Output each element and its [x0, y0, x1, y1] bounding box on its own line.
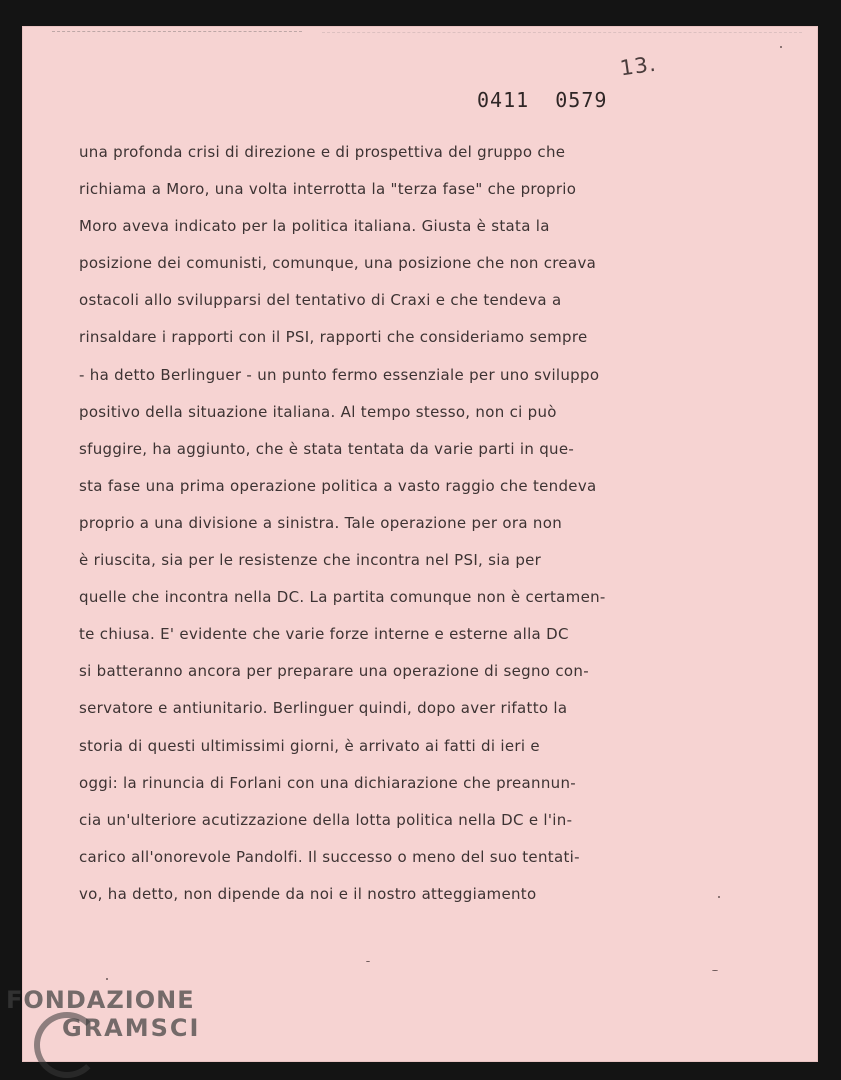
text-line: ostacoli allo svilupparsi del tentativo di Craxi e che tendeva a: [79, 291, 562, 310]
text-line: rinsaldare i rapporti con il PSI, rapporti che consideriamo sempre: [79, 328, 588, 347]
text-line: si batteranno ancora per preparare una operazione di segno con-: [79, 662, 589, 681]
body-text: [79, 134, 649, 913]
text-line: servatore e antiunitario. Berlinguer quindi, dopo aver rifatto la: [79, 699, 568, 718]
text-line: sfuggire, ha aggiunto, che è stata tentata da varie parti in que-: [79, 439, 575, 458]
document-page: [22, 26, 818, 1062]
paper-speck: [106, 978, 108, 980]
text-line: carico all'onorevole Pandolfi. Il successo o meno del suo tentati-: [79, 847, 580, 866]
watermark-line-1: FONDAZIONE: [6, 986, 195, 1014]
watermark-line-2: GRAMSCI: [62, 1014, 201, 1042]
text-line: storia di questi ultimissimi giorni, è arrivato ai fatti di ieri e: [79, 736, 540, 755]
text-line: cia un'ulteriore acutizzazione della lotta politica nella DC e l'in-: [79, 810, 573, 829]
text-line: una profonda crisi di direzione e di prospettiva del gruppo che: [79, 143, 566, 161]
paper-speck: [780, 46, 782, 48]
text-line: quelle che incontra nella DC. La partita comunque non è certamen-: [79, 588, 606, 607]
document-code: 0411 0579: [477, 88, 608, 112]
text-line: è riuscita, sia per le resistenze che incontra nel PSI, sia per: [79, 551, 542, 570]
paper-speck: [366, 961, 370, 962]
text-line: richiama a Moro, una volta interrotta la "terza fase" che proprio: [79, 180, 577, 199]
text-line: - ha detto Berlinguer - un punto fermo essenziale per uno sviluppo: [79, 365, 600, 384]
text-line: posizione dei comunisti, comunque, una posizione che non creava: [79, 254, 597, 273]
text-line: Moro aveva indicato per la politica italiana. Giusta è stata la: [79, 217, 550, 236]
paper-speck: [712, 970, 718, 971]
text-line: sta fase una prima operazione politica a vasto raggio che tendeva: [79, 476, 597, 495]
page-top-edge-mark-right: [322, 32, 802, 34]
page-top-edge-mark: [52, 31, 302, 34]
handwritten-page-number: 13.: [618, 51, 658, 81]
text-line: positivo della situazione italiana. Al tempo stesso, non ci può: [79, 402, 557, 421]
watermark: [6, 988, 200, 1040]
text-line: oggi: la rinuncia di Forlani con una dichiarazione che preannun-: [79, 773, 576, 792]
text-line: vo, ha detto, non dipende da noi e il nostro atteggiamento: [79, 884, 537, 903]
text-line: proprio a una divisione a sinistra. Tale operazione per ora non: [79, 513, 562, 532]
paper-speck: [718, 896, 720, 898]
text-line: te chiusa. E' evidente che varie forze interne e esterne alla DC: [79, 625, 569, 644]
